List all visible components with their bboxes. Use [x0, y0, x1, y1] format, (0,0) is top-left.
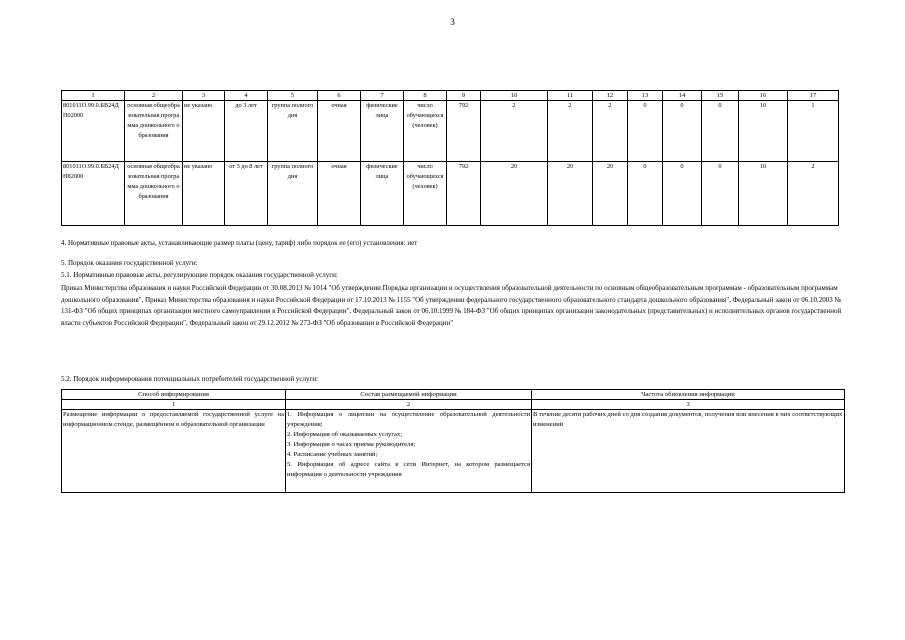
value-cell: 2: [593, 101, 628, 162]
header-frequency: Частота обновления информации: [532, 390, 845, 400]
header-method: Способ информирования: [62, 390, 286, 400]
section-5-title: 5. Порядок оказания государственной услуги:: [61, 259, 198, 267]
value-cell: 0: [702, 101, 739, 162]
column-number: 10: [481, 91, 548, 101]
section-5-1-title: 5.1. Нормативные правовые акты, регулирующие порядок оказания государственной услуги:: [61, 271, 338, 279]
column-number: 1: [62, 400, 286, 410]
content-item: 2. Информация об оказываемых услугах;: [287, 431, 403, 438]
program-cell: основная общеобразовательная программа дошкольного образования: [125, 162, 183, 226]
page-number: 3: [450, 17, 455, 27]
column-number: 6: [318, 91, 361, 101]
table-header-row: [62, 390, 845, 400]
value-cell: 2: [788, 162, 839, 226]
persons-cell: физические лица: [361, 162, 404, 226]
informing-table: [61, 389, 845, 493]
form-cell: очная: [318, 101, 361, 162]
age-cell: от 3 до 8 лет: [225, 162, 268, 226]
registry-code: 801011О.99.0.БВ24ДН82000: [62, 162, 125, 226]
category-cell: не указано: [183, 162, 225, 226]
column-number: 7: [361, 91, 404, 101]
column-number: 2: [125, 91, 183, 101]
table-number-row: [62, 400, 845, 410]
column-number: 11: [548, 91, 593, 101]
frequency-cell: В течение десяти рабочих дней со дня создания документов, получения или внесения в них соответствующих изменений: [532, 410, 845, 493]
indicator-cell: число обучающихся (человек): [404, 101, 447, 162]
content-item: 1. Информация о лицензии на осуществление образовательной деятельности учреждения;: [287, 411, 530, 428]
value-cell: 10: [739, 101, 788, 162]
column-number: 3: [532, 400, 845, 410]
program-cell: основная общеобразовательная программа дошкольного образования: [125, 101, 183, 162]
column-number: 12: [593, 91, 628, 101]
column-number: 1: [62, 91, 125, 101]
value-cell: 20: [481, 162, 548, 226]
table-row: [62, 101, 839, 162]
column-number: 2: [286, 400, 532, 410]
value-cell: 0: [663, 162, 702, 226]
value-cell: 0: [628, 162, 663, 226]
table-header-row: [62, 91, 839, 101]
registry-code: 801011О.99.0.БВ24ДП02000: [62, 101, 125, 162]
value-cell: 0: [702, 162, 739, 226]
service-volume-table: [61, 90, 839, 226]
value-cell: 0: [628, 101, 663, 162]
value-cell: 20: [593, 162, 628, 226]
value-cell: 10: [739, 162, 788, 226]
column-number: 5: [268, 91, 318, 101]
okei-cell: 792: [447, 101, 481, 162]
table-row: [62, 410, 845, 493]
okei-cell: 792: [447, 162, 481, 226]
content-cell: [286, 410, 532, 493]
persons-cell: физические лица: [361, 101, 404, 162]
method-cell: Размещение информации о предоставляемой государственной услуге на информационном стенде, размещённом в образовательной организации: [62, 410, 286, 493]
value-cell: 0: [663, 101, 702, 162]
group-cell: группа полного дня: [268, 162, 318, 226]
column-number: 15: [702, 91, 739, 101]
section-5-2-title: 5.2. Порядок информирования потенциальных потребителей государственной услуги:: [61, 375, 319, 383]
section-4-text: 4. Нормативные правовые акты, устанавливающие размер платы (цену, тариф) либо порядок ее (его) установления: нет: [61, 239, 418, 247]
column-number: 14: [663, 91, 702, 101]
indicator-cell: число обучающихся (человек): [404, 162, 447, 226]
header-content: Состав размещаемой информации: [286, 390, 532, 400]
column-number: 13: [628, 91, 663, 101]
column-number: 4: [225, 91, 268, 101]
category-cell: не указано: [183, 101, 225, 162]
age-cell: до 3 лет: [225, 101, 268, 162]
column-number: 17: [788, 91, 839, 101]
group-cell: группа полного дня: [268, 101, 318, 162]
form-cell: очная: [318, 162, 361, 226]
content-item: 5. Информация об адресе сайта в сети Интернет, на котором размещается информация о деятельности учреждения: [287, 461, 530, 478]
value-cell: 20: [548, 162, 593, 226]
content-item: 4. Расписание учебных занятий;: [287, 451, 378, 458]
column-number: 8: [404, 91, 447, 101]
column-number: 3: [183, 91, 225, 101]
value-cell: 2: [548, 101, 593, 162]
column-number: 9: [447, 91, 481, 101]
value-cell: 2: [481, 101, 548, 162]
regulatory-acts-text: Приказ Министерства образования и науки Российской Федерации от 30.08.2013 № 1014 "Об утверждении Порядка организации и осуществления образовательной деятельности по основным общеобразовательным программам - образовательным программам дошкольного образования", Приказ Министерства образования и науки Российской Федерации от 17.10.2013 № 1155 "Об утверждении федерального государственного образовательного стандарта дошкольного образования", Федеральный закон от 06.10.2003 № 131-ФЗ "Об общих принципах организации местного самоуправления в Российской Федерации", Федеральный закон от 06.10.1999 № 184-ФЗ "Об общих принципах организации законодательных (представительных) и исполнительных органов государственной власти субъектов Российской Федерации", Федеральный закон от 29.12.2012 № 273-ФЗ "Об образовании в Российской Федерации": [61, 284, 842, 327]
value-cell: 1: [788, 101, 839, 162]
table-row: [62, 162, 839, 226]
content-item: 3. Информация о часах приема руководителя;: [287, 441, 416, 448]
column-number: 16: [739, 91, 788, 101]
